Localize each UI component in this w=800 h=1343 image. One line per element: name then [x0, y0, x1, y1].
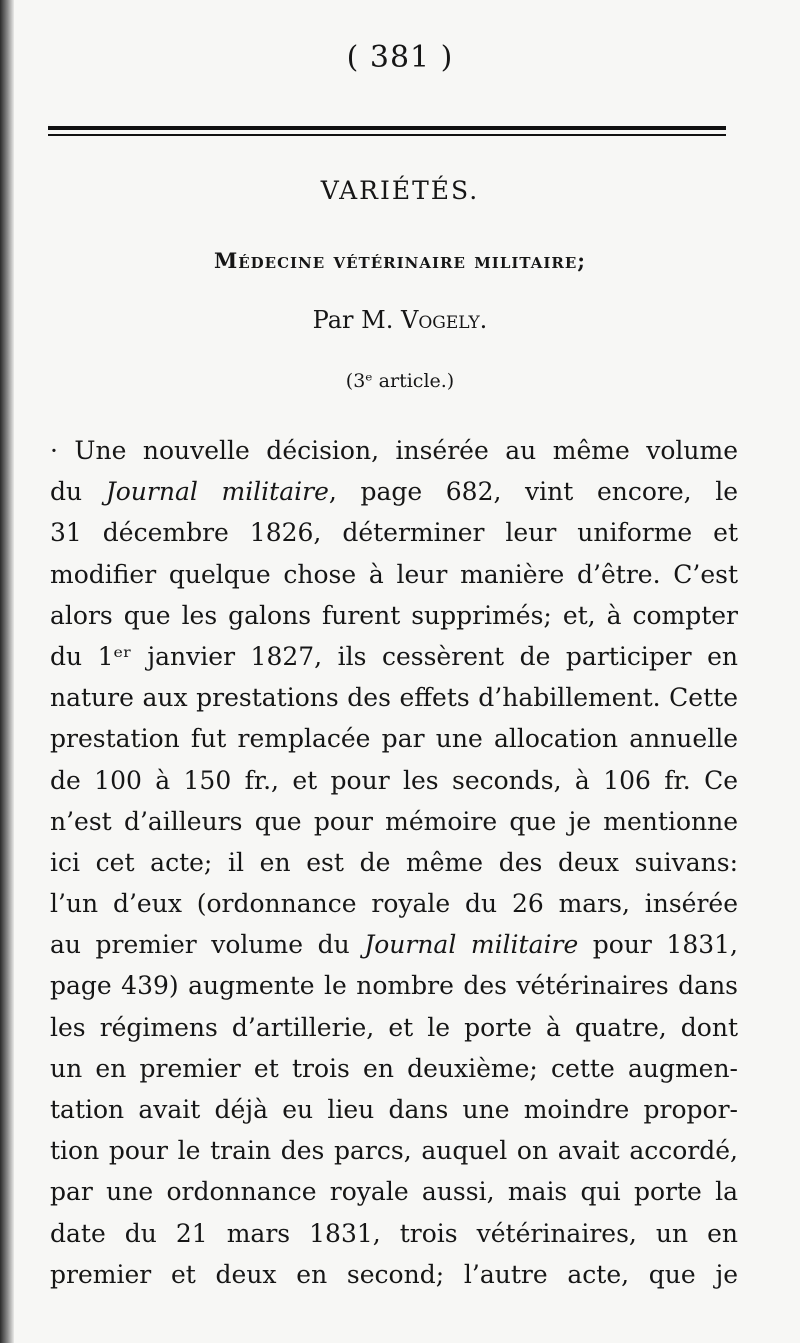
text-line	[50, 1213, 738, 1254]
part-note: (3ᵉ article.)	[345, 370, 455, 392]
body-text	[50, 430, 738, 1295]
text-segment: au premier volume du	[50, 930, 365, 960]
text-line	[50, 677, 738, 718]
text-segment: l’un d’eux (ordonnance royale du 26 mars, insérée	[50, 889, 738, 919]
text-segment: alors que les galons furent supprimés; et, à compter	[50, 600, 738, 630]
text-line	[50, 965, 738, 1006]
text-line	[50, 718, 738, 759]
text-line	[50, 801, 738, 842]
text-segment: 31 décembre 1826, déterminer leur uniforme et	[50, 518, 738, 548]
text-segment: par une ordonnance royale aussi, mais qui porte la	[50, 1177, 738, 1207]
text-segment: tation avait déjà eu lieu dans une moindre propor-	[50, 1095, 738, 1124]
text-line	[50, 554, 738, 595]
text-line	[50, 471, 738, 512]
byline	[0, 306, 800, 334]
text-line	[50, 595, 738, 636]
text-line	[50, 1048, 738, 1089]
text-segment: du	[50, 477, 106, 507]
journal-title-italic: Journal militaire	[105, 477, 329, 507]
journal-title-italic: Journal militaire	[364, 930, 579, 960]
author-name: Vogely.	[401, 306, 488, 334]
text-line	[50, 430, 738, 471]
text-line	[50, 842, 738, 883]
text-segment: nature aux prestations des effets d’habillement. Cette	[50, 683, 738, 713]
text-segment: les régimens d’artillerie, et le porte à quatre, dont	[50, 1012, 738, 1042]
text-segment: tion pour le train des parcs, auquel on avait accordé,	[50, 1136, 738, 1166]
text-line	[50, 636, 738, 677]
text-line	[50, 1007, 738, 1048]
text-segment: un en premier et trois en deuxième; cette augmen-	[50, 1053, 738, 1083]
text-segment: ici cet acte; il en est de même des deux suivans:	[50, 847, 738, 877]
text-segment: · Une nouvelle décision, insérée au même volume	[50, 436, 738, 465]
header-rule-thick	[48, 126, 726, 130]
header-rule-thin	[48, 134, 726, 136]
text-segment: de 100 à 150 fr., et pour les seconds, à 106 fr. Ce	[50, 765, 738, 795]
text-line	[50, 1089, 738, 1130]
text-segment: du 1ᵉʳ janvier 1827, ils cessèrent de participer en	[50, 641, 738, 671]
text-line	[50, 512, 738, 553]
article-title: Médecine vétérinaire militaire;	[213, 248, 587, 273]
byline-prefix: Par M.	[312, 306, 394, 334]
text-segment: modifier quelque chose à leur manière d’être. C’est	[50, 559, 738, 589]
text-segment: page 439) augmente le nombre des vétérinaires dans	[50, 971, 738, 1001]
text-segment: premier et deux en second; l’autre acte, que je	[50, 1259, 738, 1289]
text-line	[50, 883, 738, 924]
text-segment: prestation fut remplacée par une allocation annuelle	[50, 724, 738, 754]
text-line	[50, 924, 738, 965]
page-number: ( 381 )	[346, 40, 454, 75]
text-line	[50, 1130, 738, 1171]
text-line	[50, 760, 738, 801]
text-segment: date du 21 mars 1831, trois vétérinaires, un en	[50, 1218, 738, 1248]
section-title: VARIÉTÉS.	[320, 176, 480, 205]
text-line	[50, 1171, 738, 1212]
text-line	[50, 1254, 738, 1295]
text-segment: pour 1831,	[578, 930, 738, 960]
text-segment: , page 682, vint encore, le	[328, 477, 738, 507]
text-segment: n’est d’ailleurs que pour mémoire que je mentionne	[50, 806, 738, 836]
